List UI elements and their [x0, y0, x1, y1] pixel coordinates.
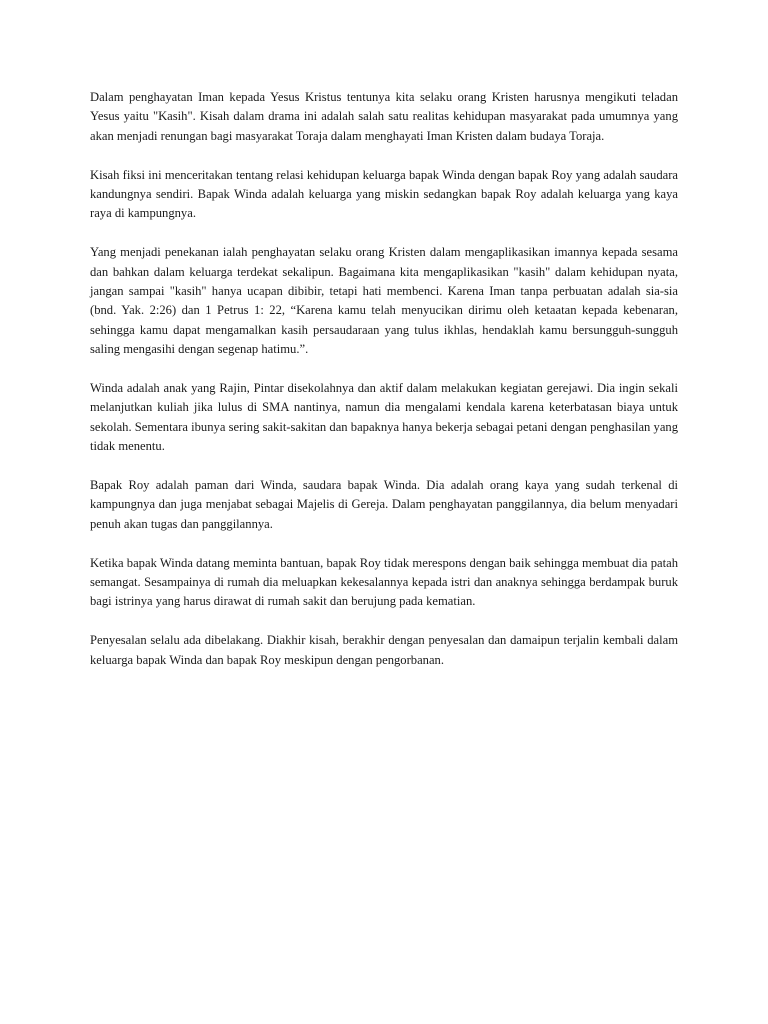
- paragraph-conflict: Ketika bapak Winda datang meminta bantuan, bapak Roy tidak merespons dengan baik sehingga membuat dia patah semangat. Sesampainya di rumah dia meluapkan kekesalannya kepada istri dan anaknya sehingga berdampak buruk bagi istrinya yang harus dirawat di rumah sakit dan berujung pada kematian.: [90, 555, 678, 609]
- paragraph-intro: Dalam penghayatan Iman kepada Yesus Kristus tentunya kita selaku orang Kristen harusnya mengikuti teladan Yesus yaitu "Kasih". Kisah dalam drama ini adalah salah satu realitas kehidupan masyarakat pada umumnya yang akan menjadi renungan bagi masyarakat Toraja dalam menghayati Iman Kristen dalam budaya Toraja.: [90, 90, 678, 143]
- paragraph-emphasis: Yang menjadi penekanan ialah penghayatan selaku orang Kristen dalam mengaplikasikan imannya kepada sesama dan bahkan dalam keluarga terdekat sekalipun. Bagaimana kita mengaplikasikan "kasih" dalam kehidupan nyata, jangan sampai "kasih" hanya ucapan dibibir, tetapi hati membenci. Karena Iman tanpa perbuatan adalah sia-sia (bnd. Yak. 2:26) dan 1 Petrus 1: 22, “Karena kamu telah menyucikan dirimu oleh ketaatan kepada kebenaran, sehingga kamu dapat mengamalkan kasih persaudaraan yang tulus ikhlas, hendaklah kamu bersungguh-sungguh saling mengasihi dengan segenap hatimu.”.: [90, 245, 678, 357]
- paragraph-story-summary: Kisah fiksi ini menceritakan tentang relasi kehidupan keluarga bapak Winda dengan bapak Roy yang adalah saudara kandungnya sendiri. Bapak Winda adalah keluarga yang miskin sedangkan bapak Roy adalah keluarga yang kaya raya di kampungnya.: [90, 167, 678, 221]
- document-page: [90, 88, 678, 689]
- paragraph-bapak-roy: Bapak Roy adalah paman dari Winda, saudara bapak Winda. Dia adalah orang kaya yang sudah terkenal di kampungnya dan juga menjabat sebagai Majelis di Gereja. Dalam penghayatan panggilannya, dia belum menyadari penuh akan tugas dan panggilannya.: [90, 478, 678, 531]
- paragraph-ending: Penyesalan selalu ada dibelakang. Diakhir kisah, berakhir dengan penyesalan dan damaipun terjalin kembali dalam keluarga bapak Winda dan bapak Roy meskipun dengan pengorbanan.: [90, 633, 678, 667]
- paragraph-winda: Winda adalah anak yang Rajin, Pintar disekolahnya dan aktif dalam melakukan kegiatan gerejawi. Dia ingin sekali melanjutkan kuliah jika lulus di SMA nantinya, namun dia mengalami kendala karena keterbatasan biaya untuk sekolah. Sementara ibunya sering sakit-sakitan dan bapaknya hanya bekerja sebagai petani dengan penghasilan yang tidak menentu.: [90, 381, 678, 454]
